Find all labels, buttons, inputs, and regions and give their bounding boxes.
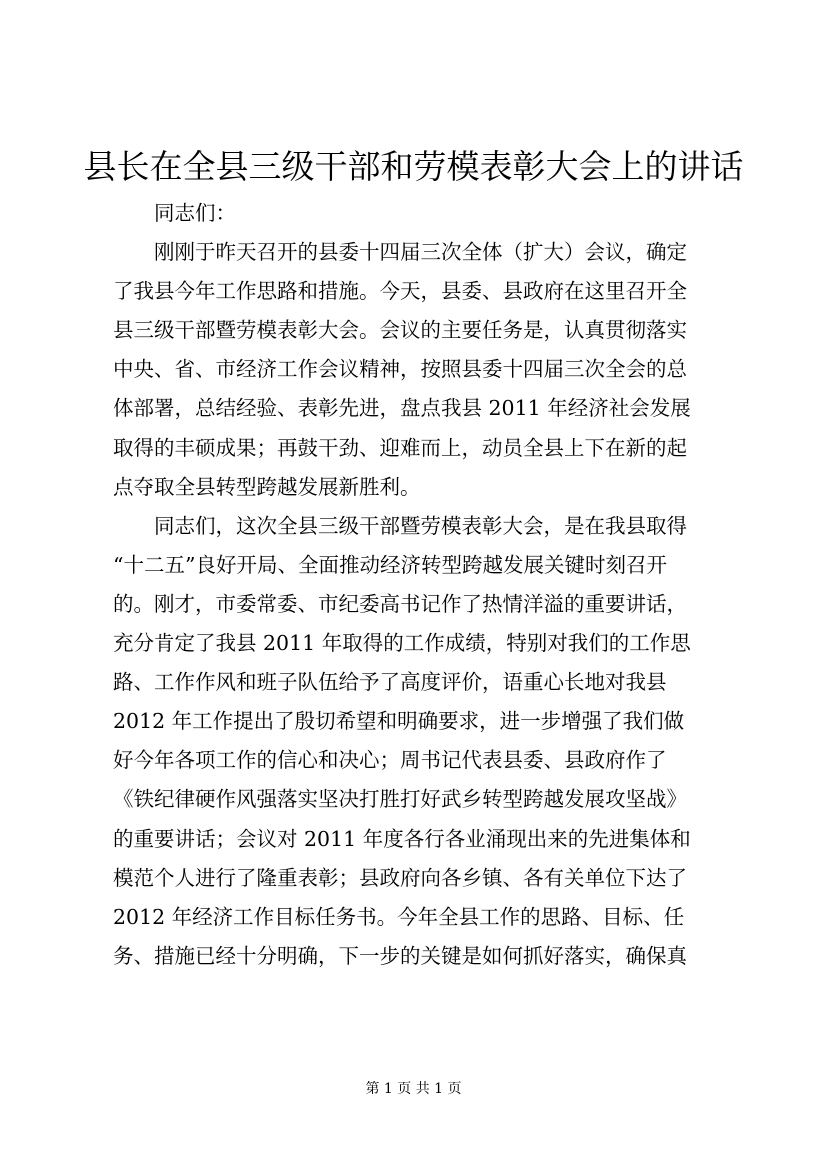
paragraph-1-line: 点夺取全县转型跨越发展新胜利。 <box>113 474 421 499</box>
paragraph-1-line: 取得的丰硕成果；再鼓干劲、迎难而上，动员全县上下在新的起 <box>113 435 687 460</box>
document-body <box>113 194 719 976</box>
document-title: 县长在全县三级干部和劳模表彰大会上的讲话 <box>83 147 744 186</box>
paragraph-1-line: 中央、省、市经济工作会议精神，按照县委十四届三次全会的总 <box>113 357 687 382</box>
paragraph-2-line: “十二五”良好开局、全面推动经济转型跨越发展关键时刻召开 <box>113 552 667 577</box>
paragraph-2-line: 务、措施已经十分明确，下一步的关键是如何抓好落实，确保真 <box>113 943 687 968</box>
paragraph-2-line: 2012 年经济工作目标任务书。今年全县工作的思路、目标、任 <box>113 904 685 929</box>
paragraph-1-line: 了我县今年工作思路和措施。今天，县委、县政府在这里召开全 <box>113 279 687 304</box>
paragraph-2-line: 同志们，这次全县三级干部暨劳模表彰大会，是在我县取得 <box>154 513 687 538</box>
paragraph-1-line: 体部署，总结经验、表彰先进，盘点我县 2011 年经济社会发展 <box>113 396 691 421</box>
paragraph-2-line: 《铁纪律硬作风强落实坚决打胜打好武乡转型跨越发展攻坚战》 <box>113 787 687 812</box>
salutation-line: 同志们： <box>154 201 236 225</box>
paragraph-2-line: 好今年各项工作的信心和决心；周书记代表县委、县政府作了 <box>113 748 667 773</box>
paragraph-2-line: 的。刚才，市委常委、市纪委高书记作了热情洋溢的重要讲话， <box>113 591 687 616</box>
page-footer: 第 1 页 共 1 页 <box>365 1081 462 1097</box>
paragraph-2-line: 路、工作作风和班子队伍给予了高度评价，语重心长地对我县 <box>113 670 667 695</box>
paragraph-1-line: 县三级干部暨劳模表彰大会。会议的主要任务是，认真贯彻落实 <box>113 318 687 343</box>
paragraph-2-line: 充分肯定了我县 2011 年取得的工作成绩，特别对我们的工作思 <box>113 631 691 656</box>
paragraph-1-line: 刚刚于昨天召开的县委十四届三次全体（扩大）会议，确定 <box>154 240 687 265</box>
paragraph-2-line: 2012 年工作提出了殷切希望和明确要求，进一步增强了我们做 <box>113 709 685 734</box>
paragraph-2-line: 模范个人进行了隆重表彰；县政府向各乡镇、各有关单位下达了 <box>113 865 687 890</box>
paragraph-2-line: 的重要讲话；会议对 2011 年度各行各业涌现出来的先进集体和 <box>113 826 691 851</box>
